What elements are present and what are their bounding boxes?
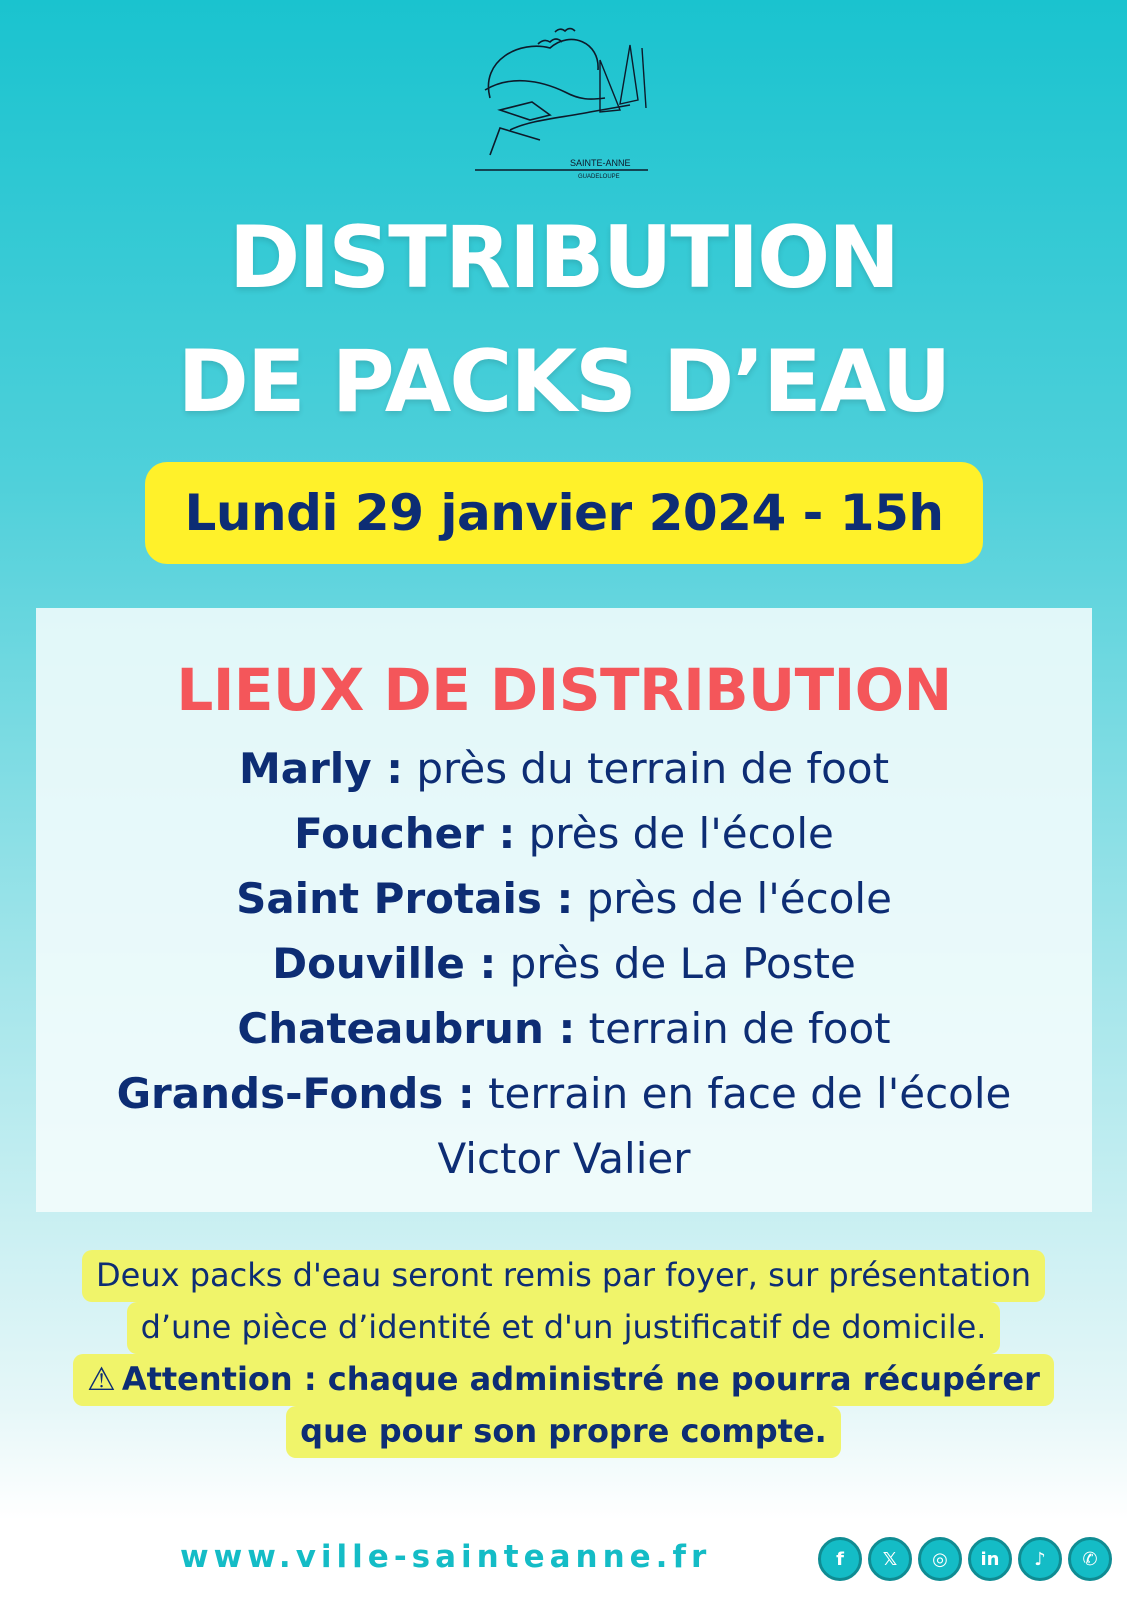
location-name: Foucher : [294, 809, 516, 858]
location-description: Victor Valier [437, 1134, 691, 1183]
footer [0, 1527, 1127, 1600]
svg-text:SAINTE-ANNE: SAINTE-ANNE [570, 158, 631, 168]
location-name: Douville : [272, 939, 497, 988]
location-description: terrain en face de l'école [488, 1069, 1012, 1118]
location-name: Saint Protais : [236, 874, 574, 923]
whatsapp-icon[interactable]: ✆ [1068, 1537, 1112, 1581]
headline-line-2: DE PACKS D’EAU [177, 332, 950, 432]
location-name: Marly : [238, 744, 403, 793]
location-row [36, 866, 1092, 931]
location-description: près de l'école [586, 874, 892, 923]
date-banner [145, 462, 983, 564]
location-description: près de l'école [528, 809, 834, 858]
location-row [36, 931, 1092, 996]
location-row [36, 1061, 1092, 1126]
tiktok-icon[interactable]: ♪ [1018, 1537, 1062, 1581]
attention-line [73, 1354, 1054, 1406]
notice-line: d’une pièce d’identité et d'un justificatif de domicile. [127, 1302, 1001, 1354]
location-row [36, 996, 1092, 1061]
locations-panel [36, 608, 1092, 1212]
attention-text: Attention : chaque administré ne pourra récupérer [121, 1360, 1040, 1398]
notice-block [0, 1250, 1127, 1458]
svg-text:GUADELOUPE: GUADELOUPE [578, 174, 620, 180]
social-icons [818, 1537, 1112, 1581]
location-description: près de La Poste [509, 939, 856, 988]
warning-triangle-icon: ⚠ [87, 1360, 116, 1398]
website-link[interactable]: www.ville-sainteanne.fr [180, 1539, 712, 1575]
location-description: terrain de foot [588, 1004, 891, 1053]
location-name: Grands-Fonds : [116, 1069, 475, 1118]
location-row-continued [36, 1126, 1092, 1191]
x-icon[interactable]: 𝕏 [868, 1537, 912, 1581]
attention-line: que pour son propre compte. [286, 1406, 841, 1458]
location-description: près du terrain de foot [416, 744, 890, 793]
location-name: Chateaubrun : [237, 1004, 576, 1053]
locations-title: LIEUX DE DISTRIBUTION [176, 656, 952, 724]
location-row [36, 736, 1092, 801]
instagram-icon[interactable]: ◎ [918, 1537, 962, 1581]
locations-list [36, 736, 1092, 1191]
notice-line: Deux packs d'eau seront remis par foyer, sur présentation [82, 1250, 1045, 1302]
facebook-icon[interactable]: f [818, 1537, 862, 1581]
headline-line-1: DISTRIBUTION [228, 208, 899, 308]
linkedin-icon[interactable]: in [968, 1537, 1012, 1581]
sainte-anne-logo [470, 20, 660, 185]
location-row [36, 801, 1092, 866]
date-text: Lundi 29 janvier 2024 - 15h [184, 484, 944, 542]
